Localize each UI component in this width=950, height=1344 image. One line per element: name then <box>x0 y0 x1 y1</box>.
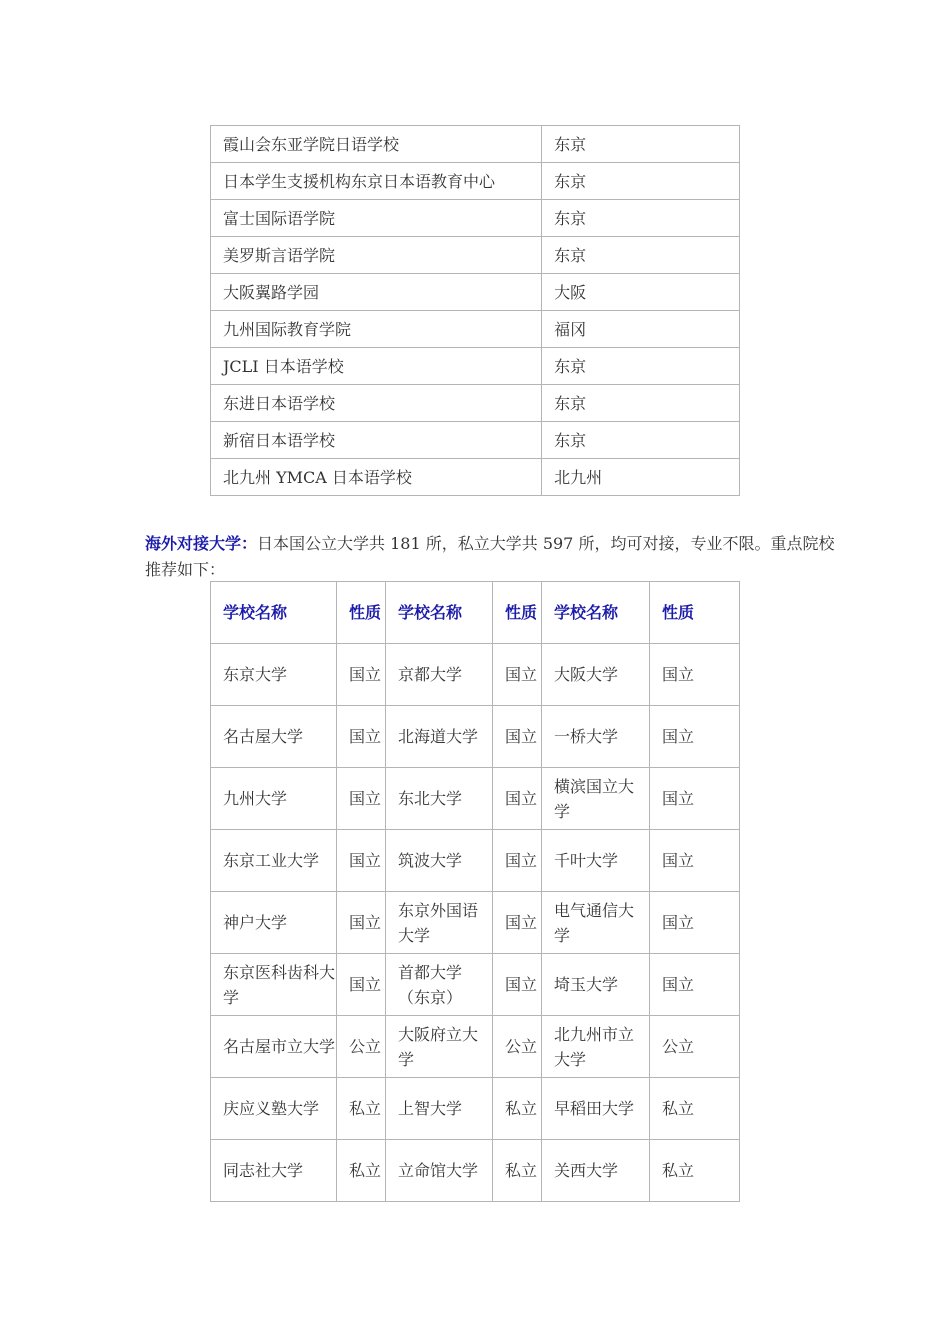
university-name-cell: 关西大学 <box>542 1140 650 1202</box>
language-school-table <box>210 125 740 496</box>
university-name-cell: 大阪府立大学 <box>386 1016 493 1078</box>
intro-paragraph <box>145 531 845 583</box>
school-name-cell: 东进日本语学校 <box>211 385 542 422</box>
school-name-cell: 日本学生支援机构东京日本语教育中心 <box>211 163 542 200</box>
university-name-cell: 电气通信大学 <box>542 892 650 954</box>
table-header-row <box>211 582 740 644</box>
university-nature-cell: 国立 <box>650 830 740 892</box>
university-name-cell: 早稻田大学 <box>542 1078 650 1140</box>
table-row <box>211 459 740 496</box>
university-name-cell: 东京医科齿科大学 <box>211 954 337 1016</box>
university-nature-cell: 国立 <box>650 644 740 706</box>
city-cell: 东京 <box>542 422 740 459</box>
city-cell: 东京 <box>542 163 740 200</box>
city-cell: 东京 <box>542 348 740 385</box>
header-school-name: 学校名称 <box>542 582 650 644</box>
table-row <box>211 1140 740 1202</box>
university-nature-cell: 私立 <box>493 1078 542 1140</box>
school-name-cell: JCLI 日本语学校 <box>211 348 542 385</box>
intro-text: 日本国公立大学共 181 所，私立大学共 597 所，均可对接，专业不限。重点院校推荐如下： <box>145 534 835 579</box>
university-nature-cell: 国立 <box>493 644 542 706</box>
university-nature-cell: 国立 <box>493 892 542 954</box>
city-cell: 东京 <box>542 200 740 237</box>
university-nature-cell: 国立 <box>493 706 542 768</box>
university-nature-cell: 国立 <box>493 830 542 892</box>
table-row <box>211 1078 740 1140</box>
university-name-cell: 东京大学 <box>211 644 337 706</box>
table-row <box>211 274 740 311</box>
university-nature-cell: 国立 <box>650 892 740 954</box>
university-nature-cell: 国立 <box>650 954 740 1016</box>
table-row <box>211 237 740 274</box>
city-cell: 东京 <box>542 237 740 274</box>
table-row <box>211 954 740 1016</box>
city-cell: 东京 <box>542 385 740 422</box>
city-cell: 大阪 <box>542 274 740 311</box>
university-nature-cell: 国立 <box>337 706 386 768</box>
university-nature-cell: 公立 <box>493 1016 542 1078</box>
university-name-cell: 筑波大学 <box>386 830 493 892</box>
university-nature-cell: 私立 <box>337 1078 386 1140</box>
university-nature-cell: 私立 <box>650 1140 740 1202</box>
city-cell: 北九州 <box>542 459 740 496</box>
university-nature-cell: 国立 <box>337 954 386 1016</box>
table-row <box>211 348 740 385</box>
school-name-cell: 北九州 YMCA 日本语学校 <box>211 459 542 496</box>
table-row <box>211 706 740 768</box>
school-name-cell: 富士国际语学院 <box>211 200 542 237</box>
header-nature: 性质 <box>337 582 386 644</box>
table-row <box>211 311 740 348</box>
university-name-cell: 大阪大学 <box>542 644 650 706</box>
university-nature-cell: 私立 <box>650 1078 740 1140</box>
university-name-cell: 立命馆大学 <box>386 1140 493 1202</box>
table-row <box>211 126 740 163</box>
university-name-cell: 一桥大学 <box>542 706 650 768</box>
header-school-name: 学校名称 <box>211 582 337 644</box>
table-row <box>211 385 740 422</box>
university-table <box>210 581 740 1202</box>
city-cell: 东京 <box>542 126 740 163</box>
header-nature: 性质 <box>650 582 740 644</box>
table-row <box>211 644 740 706</box>
university-name-cell: 神户大学 <box>211 892 337 954</box>
table-row <box>211 892 740 954</box>
university-nature-cell: 国立 <box>337 768 386 830</box>
university-nature-cell: 国立 <box>493 768 542 830</box>
university-nature-cell: 国立 <box>337 830 386 892</box>
university-name-cell: 横滨国立大学 <box>542 768 650 830</box>
university-name-cell: 首都大学（东京） <box>386 954 493 1016</box>
university-name-cell: 上智大学 <box>386 1078 493 1140</box>
university-nature-cell: 国立 <box>650 706 740 768</box>
university-nature-cell: 国立 <box>650 768 740 830</box>
table-row <box>211 163 740 200</box>
university-name-cell: 九州大学 <box>211 768 337 830</box>
university-name-cell: 东北大学 <box>386 768 493 830</box>
header-school-name: 学校名称 <box>386 582 493 644</box>
university-nature-cell: 国立 <box>337 644 386 706</box>
university-name-cell: 京都大学 <box>386 644 493 706</box>
university-name-cell: 同志社大学 <box>211 1140 337 1202</box>
university-nature-cell: 私立 <box>337 1140 386 1202</box>
university-nature-cell: 公立 <box>337 1016 386 1078</box>
school-name-cell: 大阪翼路学园 <box>211 274 542 311</box>
table-row <box>211 200 740 237</box>
school-name-cell: 新宿日本语学校 <box>211 422 542 459</box>
university-name-cell: 东京工业大学 <box>211 830 337 892</box>
university-name-cell: 北海道大学 <box>386 706 493 768</box>
table-row <box>211 768 740 830</box>
school-name-cell: 九州国际教育学院 <box>211 311 542 348</box>
table-row <box>211 1016 740 1078</box>
table-row <box>211 830 740 892</box>
university-name-cell: 名古屋大学 <box>211 706 337 768</box>
university-name-cell: 北九州市立大学 <box>542 1016 650 1078</box>
university-nature-cell: 公立 <box>650 1016 740 1078</box>
header-nature: 性质 <box>493 582 542 644</box>
university-nature-cell: 国立 <box>337 892 386 954</box>
intro-lead: 海外对接大学： <box>145 534 258 553</box>
table-row <box>211 422 740 459</box>
university-name-cell: 东京外国语大学 <box>386 892 493 954</box>
school-name-cell: 霞山会东亚学院日语学校 <box>211 126 542 163</box>
university-name-cell: 庆应义塾大学 <box>211 1078 337 1140</box>
university-name-cell: 名古屋市立大学 <box>211 1016 337 1078</box>
university-name-cell: 千叶大学 <box>542 830 650 892</box>
school-name-cell: 美罗斯言语学院 <box>211 237 542 274</box>
city-cell: 福冈 <box>542 311 740 348</box>
university-nature-cell: 国立 <box>493 954 542 1016</box>
university-name-cell: 埼玉大学 <box>542 954 650 1016</box>
university-nature-cell: 私立 <box>493 1140 542 1202</box>
